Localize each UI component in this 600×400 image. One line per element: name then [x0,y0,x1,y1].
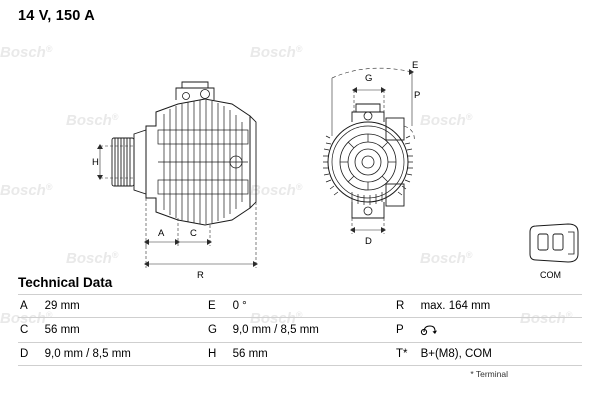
cell-key: E [206,295,231,318]
page-title: 14 V, 150 A [18,8,95,24]
technical-data-heading: Technical Data [18,275,113,290]
watermark: Bosch® [250,182,303,199]
watermark: Bosch® [0,44,53,61]
watermark: Bosch® [420,112,473,129]
watermark: Bosch® [0,182,53,199]
technical-data-table [18,294,582,366]
watermark: Bosch® [420,250,473,267]
cell-value-p-icon [419,318,582,343]
cell-key: G [206,318,231,343]
table-footnote: * Terminal [470,369,508,379]
dim-label-P: P [414,90,421,101]
cell-value: 56 mm [231,343,394,366]
cell-value: 29 mm [43,295,206,318]
rotation-direction-icon [421,323,439,337]
watermark: Bosch® [520,310,573,327]
cell-key: D [18,343,43,366]
cell-value: 9,0 mm / 8,5 mm [231,318,394,343]
dim-label-H: H [92,157,99,168]
alternator-side-view [112,82,256,225]
dim-label-E: E [412,60,419,71]
drawing-svg [0,26,600,281]
table-row [18,343,582,366]
cell-key: P [394,318,419,343]
cell-key: C [18,318,43,343]
dim-label-R: R [197,270,204,281]
dim-label-A: A [158,228,165,239]
watermark: Bosch® [66,250,119,267]
cell-value: B+(M8), COM [419,343,582,366]
table-row [18,318,582,343]
connector-com [530,224,578,262]
watermark: Bosch® [0,310,53,327]
watermark: Bosch® [250,310,303,327]
cell-value: 56 mm [43,318,206,343]
cell-key: R [394,295,419,318]
dim-label-C: C [190,228,197,239]
dim-label-D: D [365,236,372,247]
cell-key: A [18,295,43,318]
table-row [18,295,582,318]
cell-value: max. 164 mm [419,295,582,318]
dim-label-G: G [365,73,373,84]
cell-value: 0 ° [231,295,394,318]
alternator-front-view [323,104,413,218]
cell-value: 9,0 mm / 8,5 mm [43,343,206,366]
technical-data-section [18,275,582,379]
cell-key: H [206,343,231,366]
watermark: Bosch® [250,44,303,61]
product-drawing [0,26,600,281]
watermark: Bosch® [66,112,119,129]
connector-label: COM [540,270,561,280]
cell-key: T* [394,343,419,366]
